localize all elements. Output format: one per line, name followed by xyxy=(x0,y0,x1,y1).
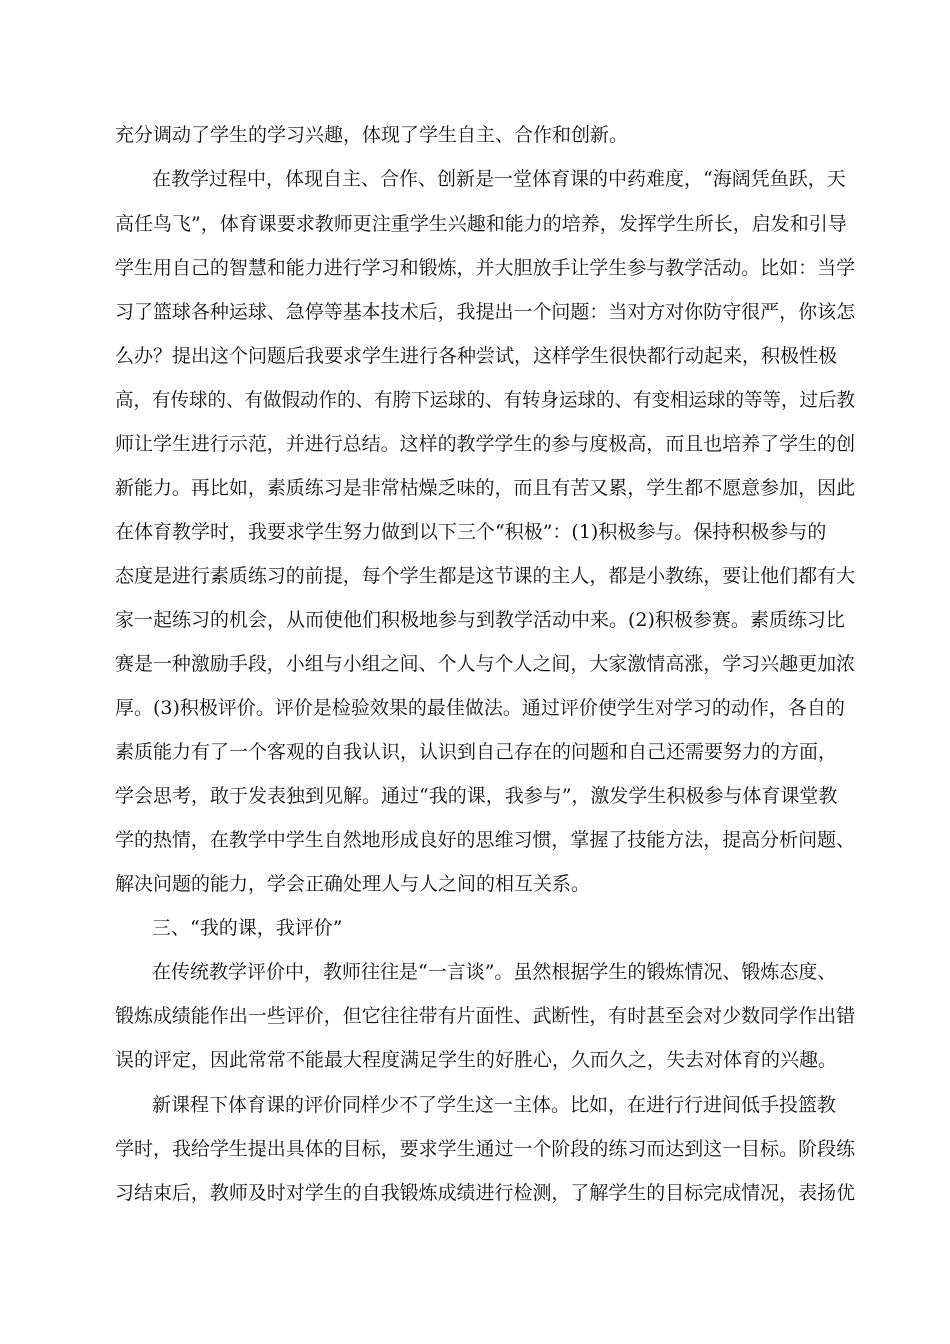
paragraph-line: 解决问题的能力，学会正确处理人与人之间的相互关系。 xyxy=(115,873,591,895)
paragraph-line: 素质能力有了一个客观的自我认识，认识到自己存在的问题和自己还需要努力的方面， xyxy=(115,741,838,763)
paragraph-line: 师让学生进行示范，并进行总结。这样的教学学生的参与度极高，而且也培养了学生的创 xyxy=(115,433,856,455)
paragraph-line: 么办？提出这个问题后我要求学生进行各种尝试，这样学生很快都行动起来，积极性极 xyxy=(115,345,838,367)
paragraph-line: 学时，我给学生提出具体的目标，要求学生通过一个阶段的练习而达到这一目标。阶段练 xyxy=(115,1138,856,1160)
paragraph-line: 锻炼成绩能作出一些评价，但它往往带有片面性、武断性，有时甚至会对少数同学作出错 xyxy=(115,1005,856,1027)
paragraph-line: 充分调动了学生的学习兴趣，体现了学生自主、合作和创新。 xyxy=(115,124,629,146)
paragraph-line: 在体育教学时，我要求学生努力做到以下三个“积极”：(1)积极参与。保持积极参与的 xyxy=(115,521,827,543)
section-heading: 三、“我的课，我评价” xyxy=(152,917,343,939)
paragraph-line: 新能力。再比如，素质练习是非常枯燥乏味的，而且有苦又累，学生都不愿意参加，因此 xyxy=(115,477,856,499)
paragraph-line: 家一起练习的机会，从而使他们积极地参与到教学活动中来。(2)积极参赛。素质练习比 xyxy=(115,609,845,631)
paragraph-line: 习结束后，教师及时对学生的自我锻炼成绩进行检测，了解学生的目标完成情况，表扬优 xyxy=(115,1182,856,1204)
paragraph-line: 在传统教学评价中，教师往往是“一言谈”。虽然根据学生的锻炼情况、锻炼态度、 xyxy=(152,961,837,983)
paragraph-line: 学生用自己的智慧和能力进行学习和锻炼，并大胆放手让学生参与教学活动。比如：当学 xyxy=(115,257,856,279)
paragraph-line: 高，有传球的、有做假动作的、有胯下运球的、有转身运球的、有变相运球的等等，过后教 xyxy=(115,389,856,411)
paragraph-line: 学的热情，在教学中学生自然地形成良好的思维习惯，掌握了技能方法，提高分析问题、 xyxy=(115,829,856,851)
paragraph-line: 赛是一种激励手段，小组与小组之间、个人与个人之间，大家激情高涨，学习兴趣更加浓 xyxy=(115,653,856,675)
paragraph-line: 态度是进行素质练习的前提，每个学生都是这节课的主人，都是小教练，要让他们都有大 xyxy=(115,565,856,587)
paragraph-line: 新课程下体育课的评价同样少不了学生这一主体。比如，在进行行进间低手投篮教 xyxy=(152,1094,837,1116)
paragraph-line: 习了篮球各种运球、急停等基本技术后，我提出一个问题：当对方对你防守很严，你该怎 xyxy=(115,301,856,323)
paragraph-line: 学会思考，敢于发表独到见解。通过“我的课，我参与”，激发学生积极参与体育课堂教 xyxy=(115,785,838,807)
paragraph-line: 高任鸟飞”，体育课要求教师更注重学生兴趣和能力的培养，发挥学生所长，启发和引导 xyxy=(115,213,847,235)
paragraph-line: 厚。(3)积极评价。评价是检验效果的最佳做法。通过评价使学生对学习的动作，各自的 xyxy=(115,697,845,719)
paragraph-line: 在教学过程中，体现自主、合作、创新是一堂体育课的中药难度，“海阔凭鱼跃，天 xyxy=(152,168,846,190)
paragraph-line: 误的评定，因此常常不能最大程度满足学生的好胜心，久而久之，失去对体育的兴趣。 xyxy=(115,1049,838,1071)
